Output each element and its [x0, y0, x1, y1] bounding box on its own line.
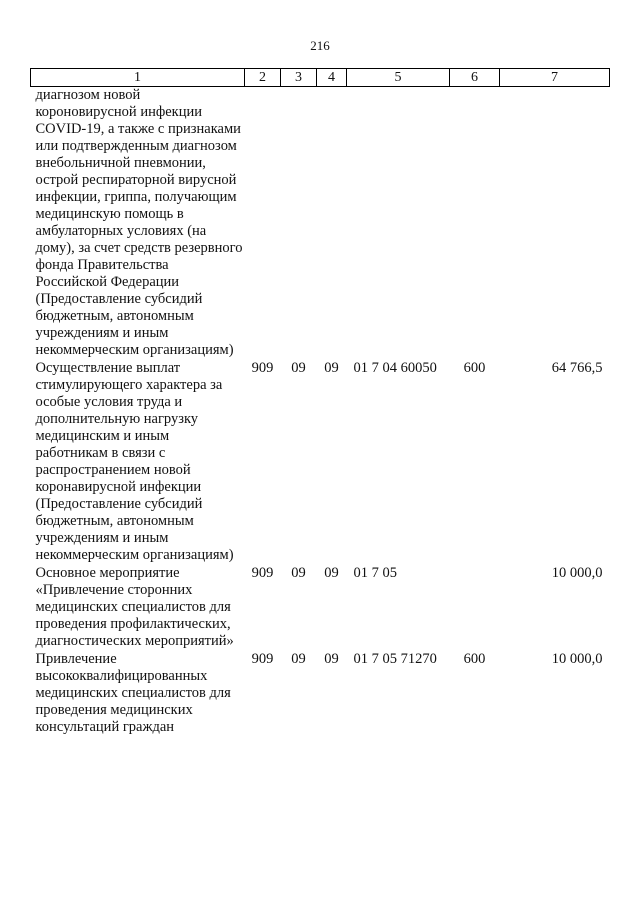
amount: 64 766,5 — [551, 360, 603, 376]
subsection-code: 09 — [324, 565, 339, 581]
column-header: 7 — [500, 69, 610, 87]
column-header: 1 — [31, 69, 245, 87]
expense-type-code — [450, 564, 500, 650]
subsection-code: 09 — [324, 360, 339, 376]
budget-table — [30, 68, 610, 736]
target-article-code: 01 7 04 60050 — [353, 360, 437, 376]
expense-type-code: 600 — [463, 360, 486, 376]
row-description: Привлечение высококвалифицированных медицинских специалистов для проведения медицинских консультаций граждан — [35, 651, 231, 735]
row-description: диагнозом новой короновирусной инфекции COVID-19, а также с признаками или подтвержденным диагнозом внебольничной пневмонии, острой респираторной вирусной инфекции, гриппа, получающим медицинскую помощь в амбулаторных условиях (на дому), за счет средств резервного фонда Правительства Российской Федерации (Предоставление субсидий бюджетным, автономным учреждениям и иным некоммерческим организациям) — [35, 87, 243, 358]
target-article-code: 01 7 05 — [353, 565, 397, 581]
table-header-row — [31, 69, 610, 87]
page-number: 216 — [310, 38, 330, 53]
target-article-code — [347, 87, 450, 360]
amount: 10 000,0 — [551, 651, 603, 667]
target-article-code: 01 7 05 71270 — [353, 651, 437, 667]
section-code: 09 — [291, 565, 306, 581]
table-row — [31, 650, 610, 736]
column-header: 3 — [281, 69, 317, 87]
column-header: 5 — [347, 69, 450, 87]
section-code — [281, 87, 317, 360]
row-description: Основное мероприятие «Привлечение сторонних медицинских специалистов для проведения профилактических, диагностических мероприятий» — [35, 565, 234, 649]
ministry-code: 909 — [251, 651, 274, 667]
column-header: 6 — [450, 69, 500, 87]
table-row — [31, 564, 610, 650]
ministry-code: 909 — [251, 360, 274, 376]
section-code: 09 — [291, 651, 306, 667]
expense-type-code — [450, 87, 500, 360]
table-row — [31, 359, 610, 564]
expense-type-code: 600 — [463, 651, 486, 667]
table-row — [31, 87, 610, 360]
row-description: Осуществление выплат стимулирующего характера за особые условия труда и дополнительную нагрузку медицинским и иным работникам в связи с распространением новой коронавирусной инфекции (Предоставление субсидий бюджетным, автономным учреждениям и иным некоммерческим организациям) — [35, 360, 234, 563]
subsection-code: 09 — [324, 651, 339, 667]
amount — [500, 87, 610, 360]
column-header: 2 — [245, 69, 281, 87]
column-header: 4 — [317, 69, 347, 87]
subsection-code — [317, 87, 347, 360]
ministry-code: 909 — [251, 565, 274, 581]
section-code: 09 — [291, 360, 306, 376]
amount: 10 000,0 — [551, 565, 603, 581]
ministry-code — [245, 87, 281, 360]
